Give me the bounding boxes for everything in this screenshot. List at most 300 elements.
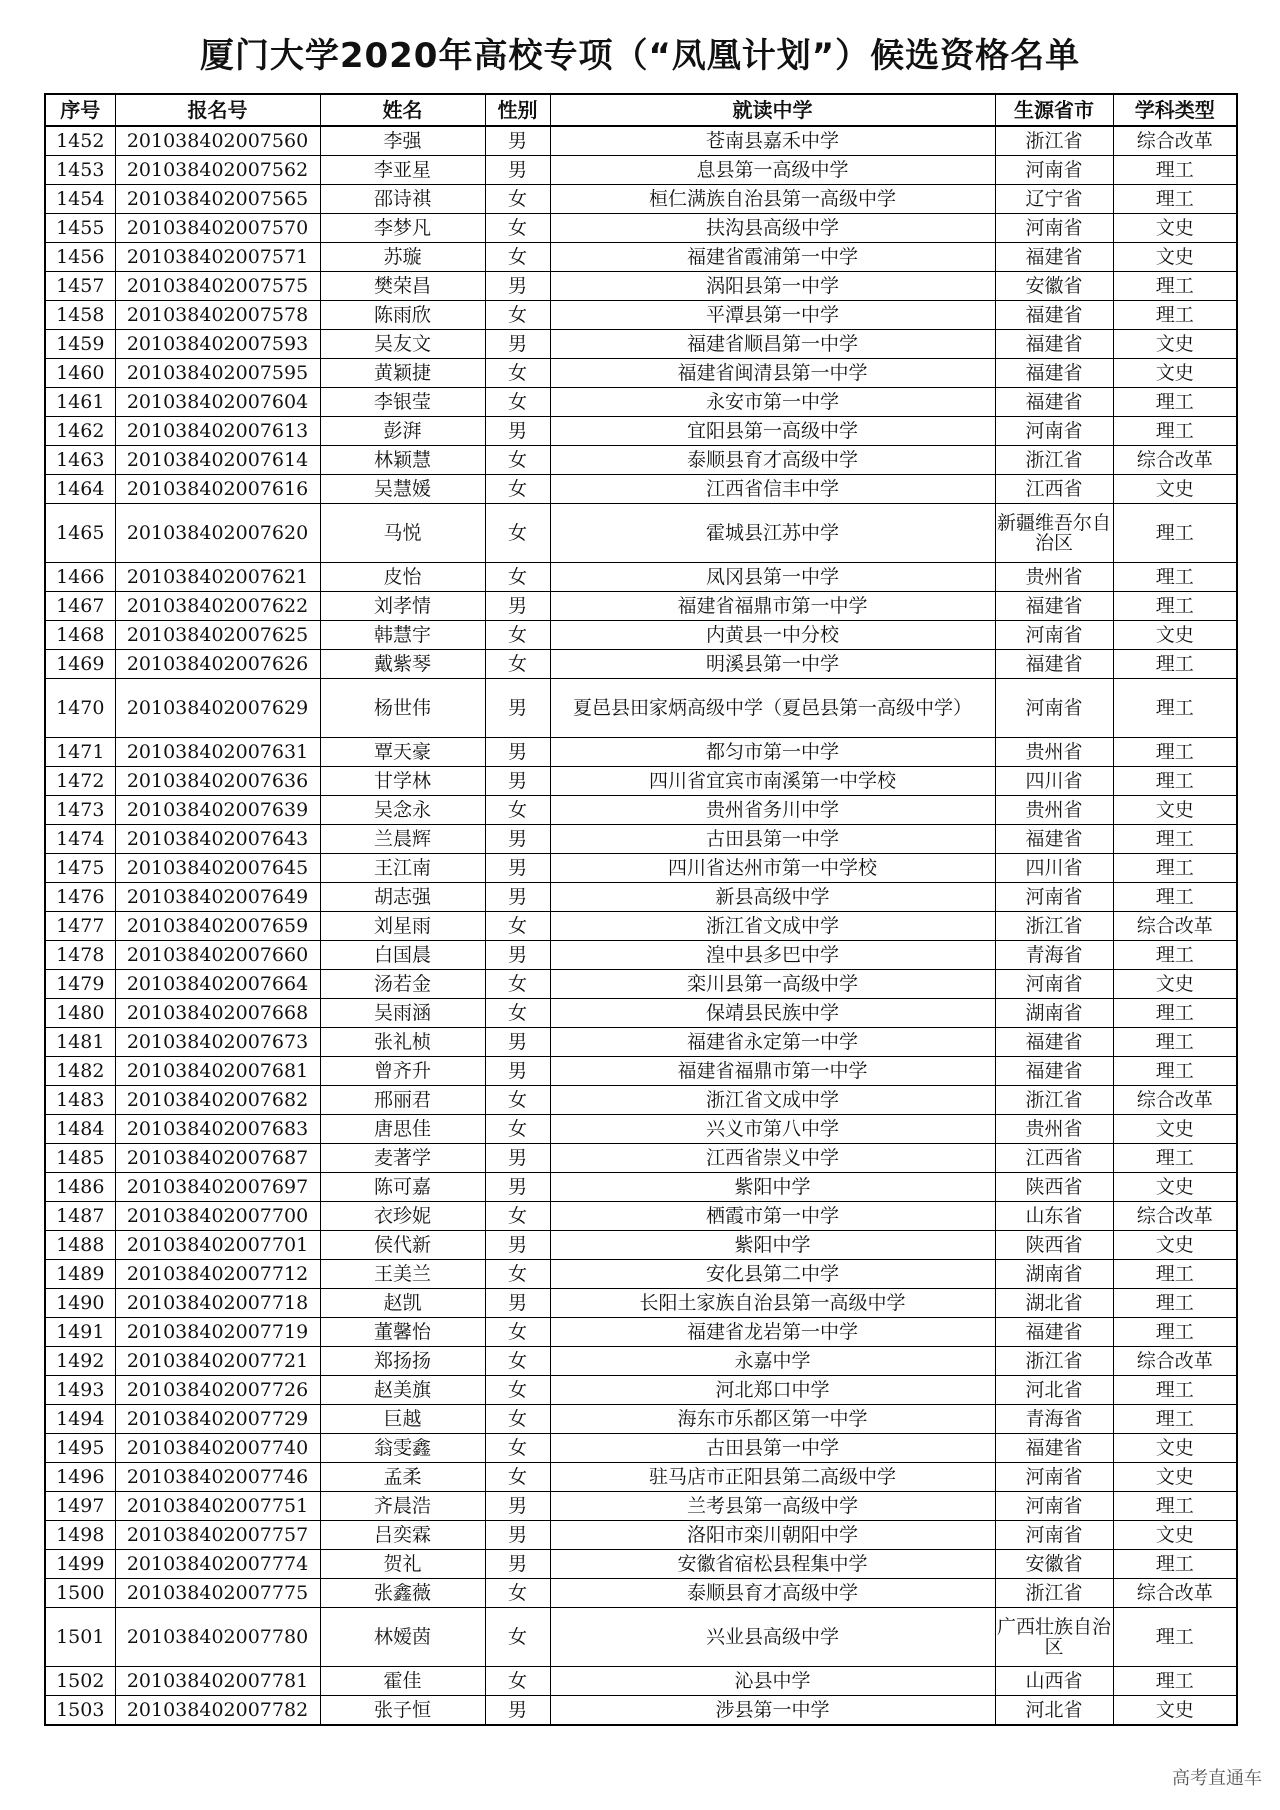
cell-serial-no: 1501: [45, 1608, 115, 1667]
cell-serial-no: 1503: [45, 1696, 115, 1726]
table-row: [45, 1202, 1237, 1231]
cell-name: 王美兰: [320, 1260, 485, 1289]
cell-school: 海东市乐都区第一中学: [550, 1405, 995, 1434]
cell-province: 浙江省: [995, 1086, 1113, 1115]
cell-name: 霍佳: [320, 1667, 485, 1696]
table-row: [45, 330, 1237, 359]
cell-name: 吴念永: [320, 796, 485, 825]
cell-registration-no: 201038402007726: [115, 1376, 320, 1405]
cell-name: 吕奕霖: [320, 1521, 485, 1550]
cell-province: 福建省: [995, 1028, 1113, 1057]
table-body: [45, 126, 1237, 1725]
cell-gender: 女: [485, 243, 550, 272]
cell-gender: 男: [485, 854, 550, 883]
cell-gender: 女: [485, 1086, 550, 1115]
cell-name: 汤若金: [320, 970, 485, 999]
cell-name: 兰晨辉: [320, 825, 485, 854]
cell-gender: 女: [485, 1376, 550, 1405]
table-row: [45, 475, 1237, 504]
cell-province: 河北省: [995, 1696, 1113, 1726]
cell-school: 福建省闽清县第一中学: [550, 359, 995, 388]
cell-registration-no: 201038402007616: [115, 475, 320, 504]
cell-subject-type: 综合改革: [1113, 1347, 1237, 1376]
cell-gender: 男: [485, 1057, 550, 1086]
cell-subject-type: 文史: [1113, 214, 1237, 243]
cell-province: 贵州省: [995, 738, 1113, 767]
cell-school: 兴业县高级中学: [550, 1608, 995, 1667]
cell-gender: 男: [485, 272, 550, 301]
cell-registration-no: 201038402007613: [115, 417, 320, 446]
cell-registration-no: 201038402007629: [115, 679, 320, 738]
cell-name: 衣珍妮: [320, 1202, 485, 1231]
cell-serial-no: 1464: [45, 475, 115, 504]
cell-subject-type: 文史: [1113, 1521, 1237, 1550]
cell-gender: 女: [485, 1608, 550, 1667]
cell-province: 河南省: [995, 156, 1113, 185]
table-row: [45, 1376, 1237, 1405]
cell-subject-type: 文史: [1113, 1231, 1237, 1260]
cell-subject-type: 理工: [1113, 417, 1237, 446]
cell-serial-no: 1454: [45, 185, 115, 214]
table-row: [45, 1115, 1237, 1144]
cell-province: 浙江省: [995, 446, 1113, 475]
cell-subject-type: 理工: [1113, 825, 1237, 854]
cell-subject-type: 文史: [1113, 330, 1237, 359]
cell-name: 李银莹: [320, 388, 485, 417]
cell-name: 郑扬扬: [320, 1347, 485, 1376]
cell-gender: 女: [485, 475, 550, 504]
cell-gender: 男: [485, 738, 550, 767]
cell-school: 福建省福鼎市第一中学: [550, 1057, 995, 1086]
cell-province: 浙江省: [995, 1347, 1113, 1376]
cell-registration-no: 201038402007774: [115, 1550, 320, 1579]
cell-name: 邢丽君: [320, 1086, 485, 1115]
cell-registration-no: 201038402007780: [115, 1608, 320, 1667]
cell-school: 兰考县第一高级中学: [550, 1492, 995, 1521]
table-row: [45, 1405, 1237, 1434]
cell-registration-no: 201038402007664: [115, 970, 320, 999]
candidate-table: [44, 93, 1238, 1726]
cell-school: 福建省永定第一中学: [550, 1028, 995, 1057]
table-row: [45, 301, 1237, 330]
cell-subject-type: 文史: [1113, 475, 1237, 504]
cell-name: 李亚星: [320, 156, 485, 185]
cell-school: 新县高级中学: [550, 883, 995, 912]
table-row: [45, 1696, 1237, 1726]
cell-gender: 男: [485, 592, 550, 621]
cell-school: 福建省龙岩第一中学: [550, 1318, 995, 1347]
cell-serial-no: 1452: [45, 126, 115, 156]
cell-school: 紫阳中学: [550, 1173, 995, 1202]
table-row: [45, 1521, 1237, 1550]
cell-province: 安徽省: [995, 1550, 1113, 1579]
cell-serial-no: 1459: [45, 330, 115, 359]
table-row: [45, 563, 1237, 592]
cell-subject-type: 理工: [1113, 1028, 1237, 1057]
cell-province: 河南省: [995, 1463, 1113, 1492]
table-row: [45, 883, 1237, 912]
table-header-row: [45, 94, 1237, 126]
cell-province: 广西壮族自治区: [995, 1608, 1113, 1667]
cell-province: 新疆维吾尔自治区: [995, 504, 1113, 563]
cell-subject-type: 理工: [1113, 1550, 1237, 1579]
table-row: [45, 1347, 1237, 1376]
cell-school: 宜阳县第一高级中学: [550, 417, 995, 446]
cell-subject-type: 文史: [1113, 1696, 1237, 1726]
cell-school: 安化县第二中学: [550, 1260, 995, 1289]
cell-gender: 男: [485, 1696, 550, 1726]
cell-registration-no: 201038402007757: [115, 1521, 320, 1550]
cell-gender: 男: [485, 1521, 550, 1550]
cell-gender: 女: [485, 563, 550, 592]
cell-name: 胡志强: [320, 883, 485, 912]
cell-subject-type: 理工: [1113, 1057, 1237, 1086]
cell-serial-no: 1469: [45, 650, 115, 679]
cell-subject-type: 理工: [1113, 1608, 1237, 1667]
cell-name: 张礼桢: [320, 1028, 485, 1057]
cell-serial-no: 1491: [45, 1318, 115, 1347]
table-row: [45, 621, 1237, 650]
cell-serial-no: 1480: [45, 999, 115, 1028]
cell-gender: 女: [485, 1667, 550, 1696]
cell-serial-no: 1466: [45, 563, 115, 592]
cell-registration-no: 201038402007701: [115, 1231, 320, 1260]
cell-subject-type: 文史: [1113, 621, 1237, 650]
cell-registration-no: 201038402007687: [115, 1144, 320, 1173]
cell-school: 永安市第一中学: [550, 388, 995, 417]
cell-serial-no: 1476: [45, 883, 115, 912]
cell-registration-no: 201038402007625: [115, 621, 320, 650]
cell-subject-type: 理工: [1113, 738, 1237, 767]
cell-school: 凤冈县第一中学: [550, 563, 995, 592]
cell-province: 河南省: [995, 417, 1113, 446]
cell-name: 甘学林: [320, 767, 485, 796]
cell-serial-no: 1483: [45, 1086, 115, 1115]
cell-subject-type: 理工: [1113, 650, 1237, 679]
cell-school: 江西省信丰中学: [550, 475, 995, 504]
cell-name: 吴慧媛: [320, 475, 485, 504]
cell-serial-no: 1492: [45, 1347, 115, 1376]
table-row: [45, 941, 1237, 970]
cell-province: 福建省: [995, 1057, 1113, 1086]
cell-serial-no: 1477: [45, 912, 115, 941]
cell-registration-no: 201038402007645: [115, 854, 320, 883]
cell-province: 福建省: [995, 388, 1113, 417]
cell-serial-no: 1461: [45, 388, 115, 417]
cell-gender: 男: [485, 883, 550, 912]
cell-province: 江西省: [995, 1144, 1113, 1173]
cell-subject-type: 理工: [1113, 1667, 1237, 1696]
cell-gender: 女: [485, 621, 550, 650]
cell-gender: 男: [485, 825, 550, 854]
cell-gender: 女: [485, 301, 550, 330]
cell-province: 福建省: [995, 650, 1113, 679]
table-row: [45, 1144, 1237, 1173]
cell-serial-no: 1487: [45, 1202, 115, 1231]
cell-school: 扶沟县高级中学: [550, 214, 995, 243]
cell-gender: 男: [485, 1492, 550, 1521]
cell-name: 陈雨欣: [320, 301, 485, 330]
cell-school: 明溪县第一中学: [550, 650, 995, 679]
cell-serial-no: 1488: [45, 1231, 115, 1260]
cell-subject-type: 综合改革: [1113, 912, 1237, 941]
cell-serial-no: 1456: [45, 243, 115, 272]
cell-serial-no: 1493: [45, 1376, 115, 1405]
cell-gender: 女: [485, 1318, 550, 1347]
table-row: [45, 1173, 1237, 1202]
header-name: 姓名: [320, 94, 485, 126]
table-row: [45, 1318, 1237, 1347]
cell-name: 覃天豪: [320, 738, 485, 767]
cell-school: 四川省达州市第一中学校: [550, 854, 995, 883]
cell-subject-type: 理工: [1113, 301, 1237, 330]
cell-school: 古田县第一中学: [550, 825, 995, 854]
cell-gender: 女: [485, 796, 550, 825]
cell-serial-no: 1455: [45, 214, 115, 243]
cell-serial-no: 1468: [45, 621, 115, 650]
cell-registration-no: 201038402007683: [115, 1115, 320, 1144]
table-row: [45, 1086, 1237, 1115]
cell-serial-no: 1496: [45, 1463, 115, 1492]
cell-gender: 女: [485, 1579, 550, 1608]
cell-subject-type: 文史: [1113, 1173, 1237, 1202]
cell-subject-type: 理工: [1113, 156, 1237, 185]
cell-name: 李强: [320, 126, 485, 156]
cell-subject-type: 理工: [1113, 592, 1237, 621]
cell-registration-no: 201038402007565: [115, 185, 320, 214]
cell-name: 董馨怡: [320, 1318, 485, 1347]
cell-registration-no: 201038402007781: [115, 1667, 320, 1696]
cell-name: 林颖慧: [320, 446, 485, 475]
cell-gender: 男: [485, 1144, 550, 1173]
cell-registration-no: 201038402007719: [115, 1318, 320, 1347]
cell-name: 苏璇: [320, 243, 485, 272]
cell-registration-no: 201038402007712: [115, 1260, 320, 1289]
cell-subject-type: 文史: [1113, 796, 1237, 825]
cell-registration-no: 201038402007782: [115, 1696, 320, 1726]
cell-serial-no: 1470: [45, 679, 115, 738]
cell-registration-no: 201038402007700: [115, 1202, 320, 1231]
cell-province: 福建省: [995, 825, 1113, 854]
table-row: [45, 1463, 1237, 1492]
cell-school: 福建省霞浦第一中学: [550, 243, 995, 272]
cell-province: 四川省: [995, 854, 1113, 883]
cell-school: 洛阳市栾川朝阳中学: [550, 1521, 995, 1550]
table-row: [45, 185, 1237, 214]
cell-gender: 女: [485, 1434, 550, 1463]
cell-province: 福建省: [995, 330, 1113, 359]
cell-registration-no: 201038402007575: [115, 272, 320, 301]
table-row: [45, 243, 1237, 272]
cell-serial-no: 1460: [45, 359, 115, 388]
cell-name: 彭湃: [320, 417, 485, 446]
cell-school: 安徽省宿松县程集中学: [550, 1550, 995, 1579]
cell-name: 杨世伟: [320, 679, 485, 738]
cell-registration-no: 201038402007746: [115, 1463, 320, 1492]
cell-registration-no: 201038402007751: [115, 1492, 320, 1521]
cell-subject-type: 理工: [1113, 883, 1237, 912]
cell-registration-no: 201038402007660: [115, 941, 320, 970]
cell-subject-type: 理工: [1113, 679, 1237, 738]
cell-province: 河南省: [995, 883, 1113, 912]
cell-name: 李梦凡: [320, 214, 485, 243]
page-title: 厦门大学2020年高校专项（“凤凰计划”）候选资格名单: [199, 36, 1081, 76]
table-row: [45, 1260, 1237, 1289]
table-row: [45, 1434, 1237, 1463]
cell-gender: 女: [485, 1260, 550, 1289]
cell-gender: 女: [485, 1405, 550, 1434]
cell-registration-no: 201038402007620: [115, 504, 320, 563]
cell-name: 马悦: [320, 504, 485, 563]
cell-province: 河南省: [995, 1521, 1113, 1550]
cell-gender: 男: [485, 1289, 550, 1318]
header-school: 就读中学: [550, 94, 995, 126]
cell-serial-no: 1465: [45, 504, 115, 563]
cell-school: 栾川县第一高级中学: [550, 970, 995, 999]
cell-serial-no: 1474: [45, 825, 115, 854]
cell-school: 浙江省文成中学: [550, 912, 995, 941]
cell-name: 黄颖捷: [320, 359, 485, 388]
cell-school: 贵州省务川中学: [550, 796, 995, 825]
cell-subject-type: 综合改革: [1113, 1086, 1237, 1115]
cell-school: 霍城县江苏中学: [550, 504, 995, 563]
cell-school: 四川省宜宾市南溪第一中学校: [550, 767, 995, 796]
header-gender: 性别: [485, 94, 550, 126]
cell-name: 戴紫琴: [320, 650, 485, 679]
cell-school: 夏邑县田家炳高级中学（夏邑县第一高级中学）: [550, 679, 995, 738]
cell-subject-type: 理工: [1113, 854, 1237, 883]
cell-school: 都匀市第一中学: [550, 738, 995, 767]
cell-school: 紫阳中学: [550, 1231, 995, 1260]
cell-province: 安徽省: [995, 272, 1113, 301]
table-row: [45, 1057, 1237, 1086]
cell-subject-type: 理工: [1113, 185, 1237, 214]
cell-name: 吴雨涵: [320, 999, 485, 1028]
cell-serial-no: 1497: [45, 1492, 115, 1521]
cell-name: 张鑫薇: [320, 1579, 485, 1608]
cell-gender: 女: [485, 1347, 550, 1376]
cell-registration-no: 201038402007593: [115, 330, 320, 359]
cell-school: 长阳土家族自治县第一高级中学: [550, 1289, 995, 1318]
cell-gender: 女: [485, 650, 550, 679]
cell-registration-no: 201038402007560: [115, 126, 320, 156]
cell-registration-no: 201038402007639: [115, 796, 320, 825]
cell-serial-no: 1489: [45, 1260, 115, 1289]
cell-province: 河南省: [995, 679, 1113, 738]
table-row: [45, 1492, 1237, 1521]
cell-subject-type: 理工: [1113, 1492, 1237, 1521]
cell-serial-no: 1458: [45, 301, 115, 330]
cell-school: 保靖县民族中学: [550, 999, 995, 1028]
cell-serial-no: 1502: [45, 1667, 115, 1696]
cell-subject-type: 文史: [1113, 359, 1237, 388]
cell-school: 浙江省文成中学: [550, 1086, 995, 1115]
cell-serial-no: 1463: [45, 446, 115, 475]
table-row: [45, 214, 1237, 243]
cell-gender: 女: [485, 1463, 550, 1492]
cell-subject-type: 理工: [1113, 1289, 1237, 1318]
cell-registration-no: 201038402007740: [115, 1434, 320, 1463]
cell-gender: 男: [485, 1028, 550, 1057]
table-row: [45, 417, 1237, 446]
cell-province: 辽宁省: [995, 185, 1113, 214]
cell-name: 曾齐升: [320, 1057, 485, 1086]
table-row: [45, 1289, 1237, 1318]
cell-serial-no: 1478: [45, 941, 115, 970]
cell-registration-no: 201038402007668: [115, 999, 320, 1028]
table-row: [45, 912, 1237, 941]
cell-registration-no: 201038402007621: [115, 563, 320, 592]
cell-gender: 女: [485, 1202, 550, 1231]
cell-school: 沁县中学: [550, 1667, 995, 1696]
cell-gender: 女: [485, 1115, 550, 1144]
table-row: [45, 854, 1237, 883]
cell-province: 河南省: [995, 1492, 1113, 1521]
cell-school: 河北郑口中学: [550, 1376, 995, 1405]
cell-subject-type: 理工: [1113, 388, 1237, 417]
cell-subject-type: 综合改革: [1113, 126, 1237, 156]
cell-school: 兴义市第八中学: [550, 1115, 995, 1144]
cell-province: 湖北省: [995, 1289, 1113, 1318]
table-row: [45, 388, 1237, 417]
cell-gender: 男: [485, 1231, 550, 1260]
cell-subject-type: 综合改革: [1113, 446, 1237, 475]
table-row: [45, 126, 1237, 156]
table-row: [45, 767, 1237, 796]
cell-school: 涡阳县第一中学: [550, 272, 995, 301]
cell-province: 福建省: [995, 1434, 1113, 1463]
cell-registration-no: 201038402007721: [115, 1347, 320, 1376]
cell-gender: 女: [485, 970, 550, 999]
cell-serial-no: 1490: [45, 1289, 115, 1318]
cell-registration-no: 201038402007682: [115, 1086, 320, 1115]
cell-registration-no: 201038402007659: [115, 912, 320, 941]
cell-school: 古田县第一中学: [550, 1434, 995, 1463]
cell-serial-no: 1482: [45, 1057, 115, 1086]
cell-name: 齐晨浩: [320, 1492, 485, 1521]
cell-name: 白国晨: [320, 941, 485, 970]
cell-name: 邵诗祺: [320, 185, 485, 214]
table-row: [45, 272, 1237, 301]
cell-province: 浙江省: [995, 912, 1113, 941]
cell-subject-type: 理工: [1113, 1376, 1237, 1405]
cell-registration-no: 201038402007570: [115, 214, 320, 243]
cell-serial-no: 1475: [45, 854, 115, 883]
cell-name: 巨越: [320, 1405, 485, 1434]
cell-serial-no: 1486: [45, 1173, 115, 1202]
cell-serial-no: 1472: [45, 767, 115, 796]
cell-serial-no: 1494: [45, 1405, 115, 1434]
cell-name: 刘星雨: [320, 912, 485, 941]
cell-serial-no: 1467: [45, 592, 115, 621]
cell-province: 河南省: [995, 214, 1113, 243]
cell-subject-type: 文史: [1113, 970, 1237, 999]
cell-gender: 男: [485, 330, 550, 359]
table-row: [45, 679, 1237, 738]
cell-province: 河南省: [995, 621, 1113, 650]
table-row: [45, 504, 1237, 563]
cell-serial-no: 1484: [45, 1115, 115, 1144]
cell-name: 唐思佳: [320, 1115, 485, 1144]
cell-name: 韩慧宇: [320, 621, 485, 650]
cell-province: 河北省: [995, 1376, 1113, 1405]
cell-province: 湖南省: [995, 1260, 1113, 1289]
cell-school: 内黄县一中分校: [550, 621, 995, 650]
cell-gender: 男: [485, 1550, 550, 1579]
cell-name: 林嫒茵: [320, 1608, 485, 1667]
cell-gender: 女: [485, 359, 550, 388]
cell-serial-no: 1462: [45, 417, 115, 446]
